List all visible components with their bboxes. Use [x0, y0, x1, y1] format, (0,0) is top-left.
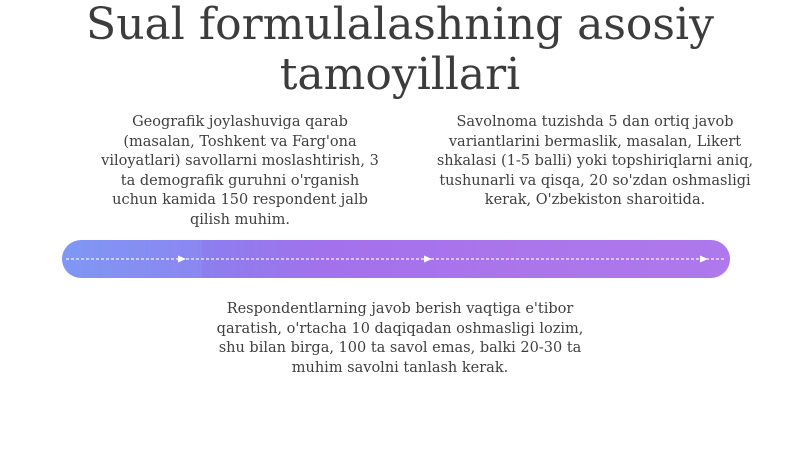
text-block-response-time: Respondentlarning javob berish vaqtiga e'tibor qaratish, o'rtacha 10 daqiqadan oshmasligi lozim, shu bilan birga, 100 ta savol emas, balki 20-30 ta muhim savolni tanlash kerak. [216, 301, 584, 376]
timeline-bar [62, 240, 730, 278]
page-title: Sual formulalashning asosiy tamoyillari [86, 0, 714, 100]
arrow-right-icon [424, 256, 432, 263]
arrow-right-icon [700, 256, 708, 263]
text-block-questionnaire: Savolnoma tuzishda 5 dan ortiq javob variantlarini bermaslik, masalan, Likert shkalasi (1-5 balli) yoki topshiriqlarni aniq, tushunarli va qisqa, 20 so'zdan oshmasligi kerak, O'zbekiston sharoitida. [436, 114, 754, 208]
arrow-right-icon [178, 256, 186, 263]
text-block-geography: Geografik joylashuviga qarab (masalan, Toshkent va Farg'ona viloyatlari) savollarni moslashtirish, 3 ta demografik guruhni o'rganish uchun kamida 150 respondent jalb qilish muhim. [101, 114, 379, 228]
timeline-line [62, 240, 730, 278]
